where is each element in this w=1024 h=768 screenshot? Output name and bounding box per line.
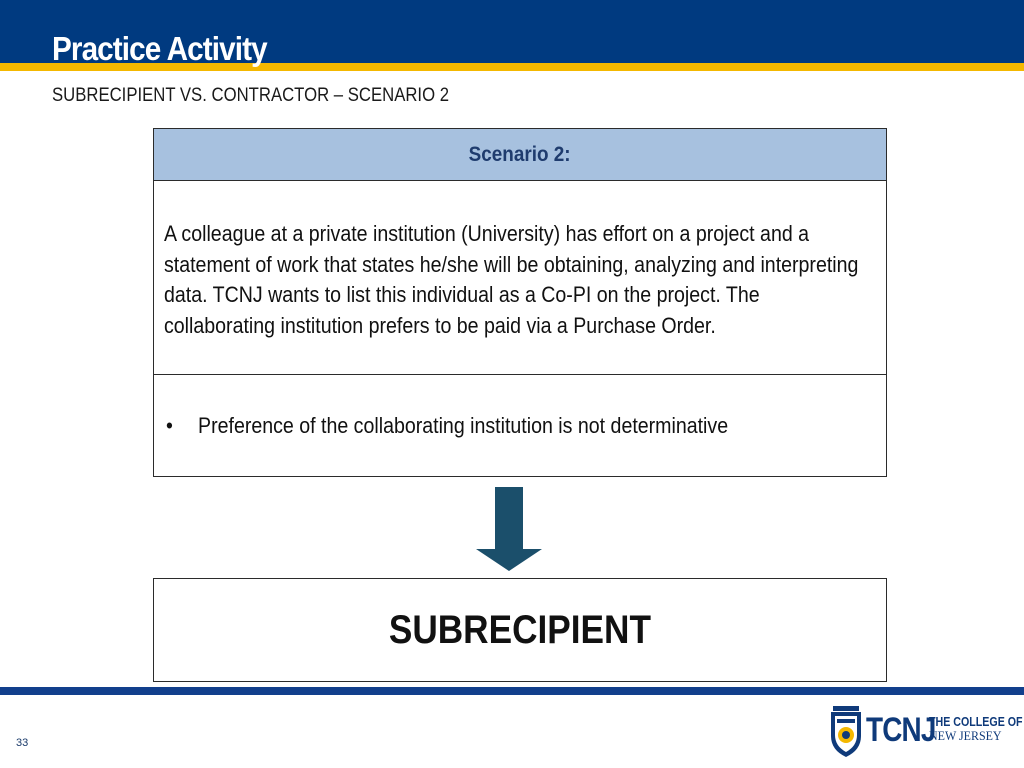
scenario-description-box: [153, 180, 887, 375]
slide-subtitle: SUBRECIPIENT VS. CONTRACTOR – SCENARIO 2: [52, 85, 450, 106]
slide-title: Practice Activity: [52, 30, 267, 67]
result-box: [153, 578, 887, 682]
logo-tagline: [929, 714, 1023, 743]
result-label: SUBRECIPIENT: [388, 607, 652, 652]
page-number: 33: [16, 737, 29, 749]
scenario-description: A colleague at a private institution (University) has effort on a project and a statement of work that states he/she will be obtaining, analyzing and interpreting data. TCNJ wants to list this individual as a Co-PI on the project. The collaborating institution prefers to be paid via a Purchase Order.: [164, 221, 859, 338]
scenario-heading-box: [153, 128, 887, 181]
logo-line-1: THE COLLEGE OF: [929, 714, 1023, 729]
footer-bar: [0, 687, 1024, 695]
tcnj-logo: [828, 704, 1023, 758]
bullet: •: [166, 413, 173, 438]
scenario-note-box: [153, 374, 887, 477]
scenario-heading: Scenario 2:: [469, 142, 571, 166]
note-text: Preference of the collaborating institution is not determinative: [198, 413, 729, 438]
logo-line-2: NEW JERSEY: [929, 728, 1002, 743]
down-arrow-icon: [476, 487, 542, 571]
note-list-item: [166, 413, 728, 439]
tcnj-seal-icon: [828, 704, 864, 758]
logo-wordmark: TCNJ: [866, 711, 936, 749]
